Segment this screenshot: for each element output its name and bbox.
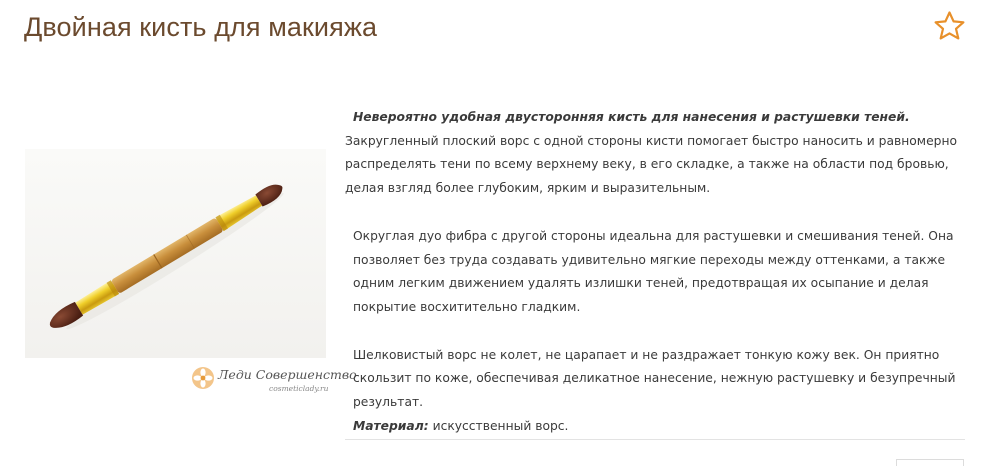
- paragraph-gap: [345, 320, 970, 344]
- product-description: [345, 106, 970, 438]
- description-lead: Невероятно удобная двусторонняя кисть для нанесения и растушевки теней.: [353, 110, 910, 124]
- star-icon[interactable]: [933, 10, 966, 42]
- material-line: [345, 415, 970, 439]
- flower-icon: [191, 366, 215, 390]
- brand-logo: [191, 366, 357, 394]
- divider: [345, 439, 965, 440]
- description-paragraph-1: Закругленный плоский ворс с одной стороны кисти помогает быстро наносить и равномерно распределять тени по всему верхнему веку, в его складке, а также на области под бровью, делая взгляд более глубоким, ярким и выразительным.: [345, 133, 958, 196]
- description-paragraph-2: Округлая дуо фибра с другой стороны идеальна для растушевки и смешивания теней. Она позволяет без труда создавать удивительно мягкие переходы между оттенками, а также одним легким движением удалять излишки теней, предотвращая их осыпание и делая покрытие восхитительно гладким.: [353, 228, 954, 314]
- product-image[interactable]: [25, 149, 326, 358]
- material-label: Материал:: [353, 418, 429, 433]
- bottom-box-edge: [896, 459, 964, 466]
- description-paragraph-3: Шелковистый ворс не колет, не царапает и не раздражает тонкую кожу век. Он приятно скользит по коже, обеспечивая деликатное нанесение, нежную растушевку и безупречный результат.: [353, 347, 956, 410]
- paragraph-gap: [345, 201, 970, 225]
- material-value: искусственный ворс.: [432, 418, 569, 433]
- brand-name: Леди Совершенство: [218, 367, 357, 382]
- brand-site: cosmeticlady.ru: [269, 384, 329, 393]
- product-title: Двойная кисть для макияжа: [24, 12, 378, 42]
